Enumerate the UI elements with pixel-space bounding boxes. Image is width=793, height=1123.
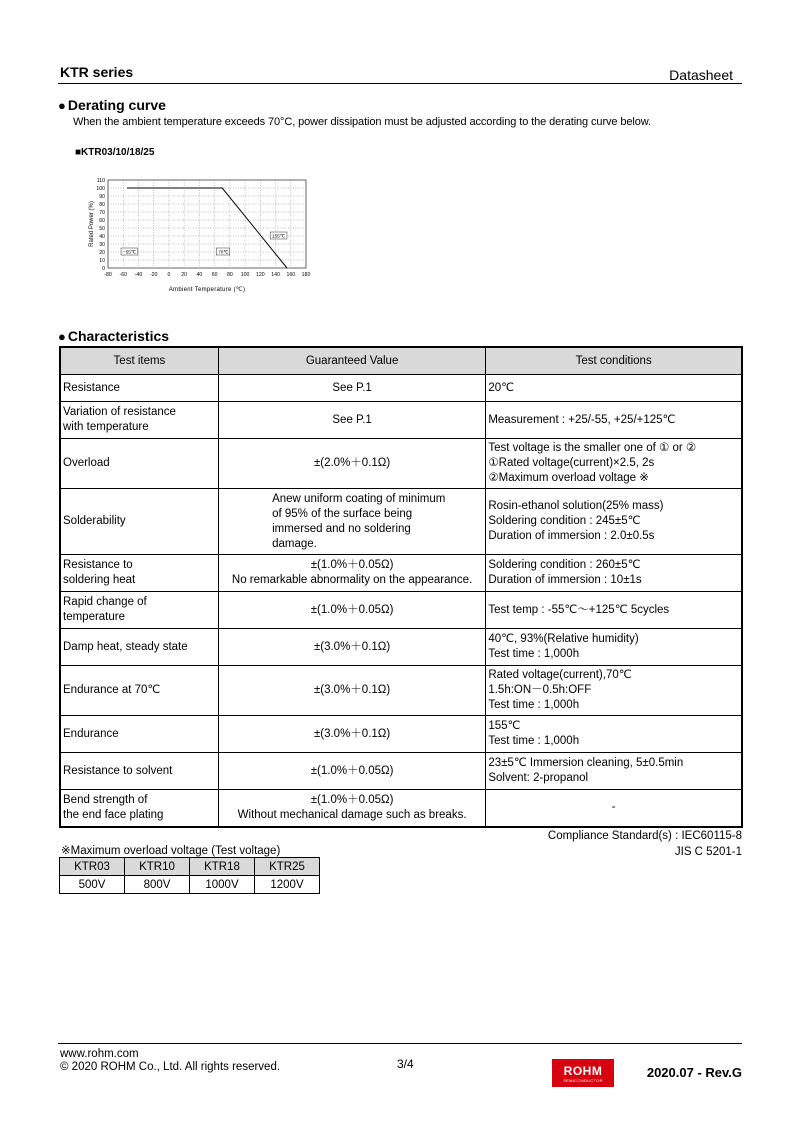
item-line: soldering heat [63, 574, 136, 586]
derating-description: When the ambient temperature exceeds 70°C, power dissipation must be adjusted according to the derating curve below. [73, 116, 651, 128]
item-cell: Endurance at 70℃ [60, 666, 218, 716]
annotation-label: −55℃ [123, 249, 136, 255]
item-line: Resistance to [63, 559, 133, 571]
value-line: of 95% of the surface being [272, 507, 413, 520]
cond-line: Rosin-ethanol solution(25% mass) [488, 500, 664, 512]
table-row [60, 753, 742, 790]
cond-line: Soldering condition : 245±5℃ [488, 515, 641, 527]
annotation [216, 248, 230, 255]
value-cell [218, 555, 485, 592]
cond-cell [486, 555, 742, 592]
cond-cell [486, 716, 742, 753]
y-tick-label: 20 [99, 250, 105, 256]
value-cell: ±(1.0%＋0.05Ω) [218, 753, 485, 790]
table-header-row [60, 347, 742, 375]
logo-text: ROHM [563, 1064, 603, 1078]
voltage-cell: 800V [125, 876, 190, 894]
y-tick-label: 90 [99, 194, 105, 200]
annotation [270, 232, 287, 239]
item-cell: Resistance to solvent [60, 753, 218, 790]
cond-cell [486, 666, 742, 716]
value-line: No remarkable abnormality on the appearance. [231, 574, 473, 586]
x-tick-label: 160 [286, 272, 296, 278]
item-line: Variation of resistance [63, 406, 176, 418]
cond-line: Duration of immersion : 2.0±0.5s [488, 530, 655, 542]
cond-cell: Test temp : -55℃～+125℃ 5cycles [486, 592, 742, 629]
x-tick-label: -40 [134, 272, 143, 278]
annotation-label: 155℃ [272, 233, 285, 239]
y-tick-label: 80 [99, 202, 105, 208]
header-rule [58, 83, 742, 84]
x-tick-label: 120 [255, 272, 265, 278]
cond-line: Test time : 1,000h [488, 699, 580, 711]
table-row [60, 439, 742, 489]
footer-copyright: © 2020 ROHM Co., Ltd. All rights reserved. [60, 1061, 281, 1073]
item-line: temperature [63, 611, 126, 623]
bullet-icon: ● [58, 329, 66, 344]
table-row [60, 629, 742, 666]
cond-line: Test time : 1,000h [488, 735, 580, 747]
table-row [60, 592, 742, 629]
overload-voltage-table [59, 857, 320, 894]
value-line: damage. [272, 537, 317, 550]
value-cell: See P.1 [218, 402, 485, 439]
y-tick-label: 70 [99, 210, 105, 216]
item-line: the end face plating [63, 808, 164, 821]
item-cell: Solderability [60, 489, 218, 555]
item-line: Rapid change of [63, 596, 147, 608]
header-test-items: Test items [60, 347, 218, 375]
model-header: KTR25 [255, 858, 320, 876]
item-line: Bend strength of [63, 793, 148, 806]
x-tick-label: 80 [226, 272, 233, 278]
cond-cell [486, 439, 742, 489]
footer-url: www.rohm.com [60, 1048, 139, 1060]
item-cell: Overload [60, 439, 218, 489]
value-line: ±(1.0%＋0.05Ω) [310, 559, 394, 571]
y-tick-label: 40 [99, 234, 105, 240]
cond-cell: 20℃ [486, 375, 742, 402]
annotation-label: 70℃ [218, 249, 229, 255]
cond-line: Solvent: 2-propanol [488, 772, 589, 784]
y-tick-label: 50 [99, 226, 105, 232]
cond-line: 1.5h:ON－0.5h:OFF [488, 684, 592, 696]
x-ticks [104, 272, 310, 278]
x-tick-label: 20 [181, 272, 188, 278]
table-row [60, 375, 742, 402]
cond-line: Soldering condition : 260±5℃ [488, 559, 641, 571]
item-cell [60, 402, 218, 439]
y-tick-label: 0 [102, 266, 105, 272]
compliance-line: Compliance Standard(s) : IEC60115-8 [547, 830, 742, 842]
item-line: with temperature [63, 421, 149, 433]
item-cell [60, 790, 218, 827]
y-ticks [96, 178, 105, 272]
y-tick-label: 10 [99, 258, 105, 264]
cond-line: Rated voltage(current),70℃ [488, 669, 632, 681]
cond-line: Test voltage is the smaller one of ① or ② [488, 442, 697, 454]
y-axis-label: Rated Power (%) [89, 201, 95, 247]
series-title: KTR series [60, 64, 134, 80]
value-cell: ±(3.0%＋0.1Ω) [218, 666, 485, 716]
table-row [60, 666, 742, 716]
value-cell: ±(1.0%＋0.05Ω) [218, 592, 485, 629]
table-row [60, 876, 320, 894]
header-guaranteed-value: Guaranteed Value [218, 347, 485, 375]
cond-line: Duration of immersion : 10±1s [488, 574, 642, 586]
x-tick-label: 60 [211, 272, 218, 278]
x-tick-label: -80 [104, 272, 112, 278]
logo-subtext: SEMICONDUCTOR [563, 1078, 603, 1083]
value-cell: ±(3.0%＋0.1Ω) [218, 716, 485, 753]
value-line: Without mechanical damage such as breaks. [237, 808, 467, 821]
cond-cell [486, 753, 742, 790]
model-header: KTR03 [60, 858, 125, 876]
cond-line: ②Maximum overload voltage ※ [488, 472, 649, 484]
rohm-logo [552, 1059, 614, 1087]
value-cell: ±(2.0%＋0.1Ω) [218, 439, 485, 489]
bullet-icon: ● [58, 98, 66, 113]
x-tick-label: 140 [271, 272, 280, 278]
solderability-text [232, 492, 472, 552]
footer-rule [58, 1043, 742, 1044]
item-cell: Damp heat, steady state [60, 629, 218, 666]
value-line: Anew uniform coating of minimum [272, 492, 446, 505]
cond-line: 40℃, 93%(Relative humidity) [488, 633, 639, 645]
model-header: KTR18 [190, 858, 255, 876]
compliance-standards [548, 828, 742, 860]
model-header: KTR10 [125, 858, 190, 876]
y-tick-label: 60 [99, 218, 105, 224]
derating-heading [58, 97, 166, 113]
doc-type-label: Datasheet [669, 67, 733, 83]
compliance-line: JIS C 5201-1 [674, 846, 742, 858]
value-cell [218, 489, 485, 555]
value-cell: ±(3.0%＋0.1Ω) [218, 629, 485, 666]
item-cell: Resistance [60, 375, 218, 402]
x-tick-label: -60 [119, 272, 127, 278]
table-row [60, 555, 742, 592]
voltage-cell: 1200V [255, 876, 320, 894]
x-axis-label: Ambient Temperature (℃) [168, 287, 246, 293]
derating-chart [80, 175, 320, 300]
header-test-conditions: Test conditions [486, 347, 742, 375]
value-cell [218, 790, 485, 827]
x-tick-label: 180 [301, 272, 311, 278]
annotations [121, 232, 287, 255]
derating-title: Derating curve [67, 97, 166, 113]
y-tick-label: 30 [99, 242, 105, 248]
x-tick-label: -20 [149, 272, 158, 278]
x-tick-label: 40 [196, 272, 203, 278]
page-number: 3/4 [397, 1057, 414, 1071]
value-line: ±(1.0%＋0.05Ω) [310, 793, 394, 806]
table-header-row [60, 858, 320, 876]
value-line: immersed and no soldering [272, 522, 411, 535]
y-tick-label: 100 [96, 186, 105, 192]
cond-cell [486, 489, 742, 555]
cond-line: ①Rated voltage(current)×2.5, 2s [488, 457, 655, 469]
revision-label: 2020.07 - Rev.G [646, 1065, 742, 1080]
cond-line: 23±5℃ Immersion cleaning, 5±0.5min [488, 757, 684, 769]
value-cell: See P.1 [218, 375, 485, 402]
cond-cell: Measurement : +25/-55, +25/+125℃ [486, 402, 742, 439]
item-cell [60, 555, 218, 592]
cond-line: Test time : 1,000h [488, 648, 580, 660]
voltage-cell: 1000V [190, 876, 255, 894]
annotation [121, 248, 138, 255]
x-tick-label: 100 [240, 272, 250, 278]
cond-line: 155℃ [488, 720, 521, 732]
characteristics-title: Characteristics [67, 328, 170, 344]
model-label: ■KTR03/10/18/25 [75, 147, 155, 158]
cond-cell [486, 629, 742, 666]
overload-voltage-note: ※Maximum overload voltage (Test voltage) [61, 845, 281, 857]
table-row [60, 402, 742, 439]
table-row [60, 790, 742, 827]
table-row [60, 716, 742, 753]
voltage-cell: 500V [60, 876, 125, 894]
item-cell: Endurance [60, 716, 218, 753]
characteristics-table [59, 346, 743, 828]
characteristics-heading [58, 328, 169, 344]
cond-cell: - [486, 790, 742, 827]
y-tick-label: 110 [96, 178, 105, 184]
x-tick-label: 0 [167, 272, 171, 278]
table-row [60, 489, 742, 555]
item-cell [60, 592, 218, 629]
